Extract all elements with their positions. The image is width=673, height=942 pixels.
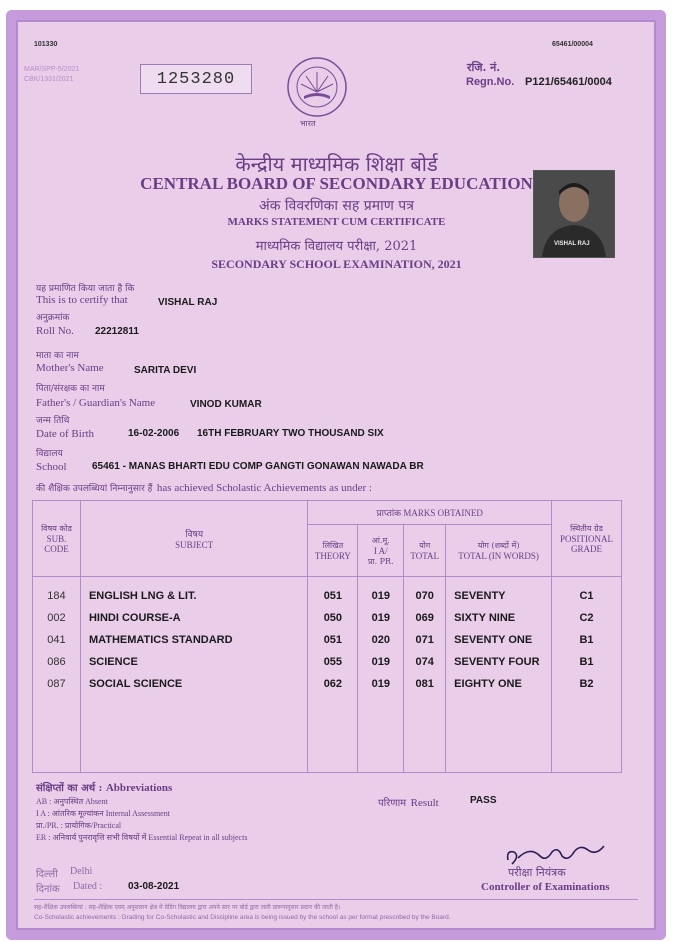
- header-theory: लिखित THEORY: [308, 525, 358, 577]
- right-code: 65461/00004: [552, 41, 593, 48]
- subject-name: HINDI COURSE-A: [80, 607, 307, 629]
- positional-grade: B1: [551, 651, 621, 673]
- total-marks: 069: [404, 607, 446, 629]
- total-marks: 070: [404, 585, 446, 607]
- theory-marks: 062: [308, 673, 358, 695]
- header-total-words: योग (शब्दों में) TOTAL (IN WORDS): [446, 525, 552, 577]
- abbr-line-4: ER : अनिवार्य पुनरावृत्ति सभी विषयों में Essential Repeat in all subjects: [36, 833, 248, 842]
- ia-marks: 020: [358, 629, 404, 651]
- achievement-hi: की शैक्षिक उपलब्धियां निम्नानुसार हैं: [36, 484, 153, 494]
- sub-code: 086: [33, 651, 81, 673]
- school-label-en: School: [36, 461, 67, 473]
- subject-name: ENGLISH LNG & LIT.: [80, 585, 307, 607]
- total-in-words: SIXTY NINE: [446, 607, 552, 629]
- footer-divider: [34, 899, 638, 900]
- certificate-title-en: MARKS STATEMENT CUM CERTIFICATE: [227, 216, 446, 228]
- total-in-words: SEVENTY FOUR: [446, 651, 552, 673]
- total-in-words: SEVENTY: [446, 585, 552, 607]
- father-name: VINOD KUMAR: [190, 399, 262, 410]
- certify-label-en: This is to certify that: [36, 294, 128, 306]
- achievement-line: [36, 478, 372, 496]
- father-label-en: Father's / Guardian's Name: [36, 397, 156, 409]
- subject-name: SCIENCE: [80, 651, 307, 673]
- dated-label-en: Dated :: [73, 881, 103, 892]
- table-row: [33, 607, 622, 629]
- total-marks: 074: [404, 651, 446, 673]
- sub-code: 002: [33, 607, 81, 629]
- father-label-hi: पिता/संरक्षक का नाम: [36, 384, 105, 394]
- dob-value: 16-02-2006: [128, 428, 180, 439]
- subject-name: SOCIAL SCIENCE: [80, 673, 307, 695]
- achievement-en: has achieved Scholastic Achievements as under :: [156, 482, 372, 494]
- ia-marks: 019: [358, 607, 404, 629]
- table-row: [33, 651, 622, 673]
- serial-number: 1253280: [140, 64, 252, 94]
- table-row: [33, 673, 622, 695]
- bottom-note-hi: सह-शैक्षिक उपलब्धियां : सह-शैक्षिक एवम् अनुशासन क्षेत्र में ग्रेडिंग विद्यालय द्वारा अपने स्तर पर बोर्ड द्वारा जारी प्रारूपानुसार प्रदान की जाती है।: [34, 904, 341, 911]
- issue-date: 03-08-2021: [128, 881, 180, 892]
- theory-marks: 051: [308, 585, 358, 607]
- header-subject: विषय SUBJECT: [80, 501, 307, 577]
- small-line-1: MAR/SPP-5/2021: [24, 66, 80, 73]
- result-value: PASS: [470, 795, 497, 806]
- dated-label-hi: दिनांक: [36, 884, 60, 895]
- ia-marks: 019: [358, 651, 404, 673]
- total-marks: 081: [404, 673, 446, 695]
- positional-grade: B1: [551, 629, 621, 651]
- total-in-words: SEVENTY ONE: [446, 629, 552, 651]
- place-label-en: Delhi: [70, 866, 93, 877]
- positional-grade: C2: [551, 607, 621, 629]
- theory-marks: 051: [308, 629, 358, 651]
- dob-label-hi: जन्म तिथि: [36, 416, 70, 426]
- dob-label-en: Date of Birth: [36, 428, 95, 440]
- abbreviations-title: संक्षिप्तों का अर्थ : Abbreviations: [36, 782, 173, 794]
- positional-grade: B2: [551, 673, 621, 695]
- bottom-note-en: Co-Scholastic achievements : Grading for Co-Scholastic and Discipline area is being issued by the school as per format prescribed by the Board.: [34, 914, 451, 921]
- school-label-hi: विद्यालय: [36, 449, 63, 459]
- table-row: [33, 585, 622, 607]
- roll-label-en: Roll No.: [36, 325, 74, 337]
- header-grade: स्थितीय ग्रेड POSITIONAL GRADE: [551, 501, 621, 577]
- mother-label-hi: माता का नाम: [36, 351, 79, 361]
- roll-label-hi: अनुक्रमांक: [36, 313, 70, 323]
- regn-label-en: Regn.No.: [466, 76, 515, 88]
- sub-code: 087: [33, 673, 81, 695]
- mother-name: SARITA DEVI: [134, 365, 197, 376]
- student-name: VISHAL RAJ: [158, 297, 218, 308]
- theory-marks: 055: [308, 651, 358, 673]
- left-code: 101330: [34, 41, 58, 48]
- sub-code: 041: [33, 629, 81, 651]
- marks-table: [32, 500, 622, 773]
- header-ia: आं.मू. I A/ प्रा. PR.: [358, 525, 404, 577]
- exam-title-hi: माध्यमिक विद्यालय परीक्षा, 2021: [255, 239, 418, 254]
- certify-label-hi: यह प्रमाणित किया जाता है कि: [36, 284, 135, 294]
- total-in-words: EIGHTY ONE: [446, 673, 552, 695]
- exam-title-en: SECONDARY SCHOOL EXAMINATION, 2021: [211, 257, 462, 271]
- dob-words: 16TH FEBRUARY TWO THOUSAND SIX: [197, 428, 384, 439]
- total-marks: 071: [404, 629, 446, 651]
- header-code: विषय कोड SUB. CODE: [33, 501, 81, 577]
- certificate-title-hi: अंक विवरणिका सह प्रमाण पत्र: [259, 198, 414, 214]
- board-title-hi: केन्द्रीय माध्यमिक शिक्षा बोर्ड: [235, 152, 438, 176]
- student-photo: [533, 170, 615, 258]
- abbr-line-3: प्रा./PR. : प्रायोगिक/Practical: [36, 821, 122, 830]
- roll-number: 22212811: [95, 326, 139, 337]
- regn-number: P121/65461/0004: [525, 76, 612, 88]
- mother-label-en: Mother's Name: [36, 362, 104, 374]
- small-line-2: CBK/1331/2021: [24, 76, 74, 83]
- abbr-line-2: I A : आंतरिक मूल्यांकन Internal Assessment: [36, 809, 170, 818]
- photo-caption: VISHAL RAJ: [554, 241, 590, 247]
- header-marks-obtained: प्राप्तांक MARKS OBTAINED: [308, 501, 552, 525]
- place-label-hi: दिल्ली: [36, 869, 58, 880]
- emblem-bottom-text: भारत: [300, 119, 316, 128]
- ia-marks: 019: [358, 673, 404, 695]
- regn-label-hi: रजि. नं.: [467, 61, 501, 74]
- header-total: योग TOTAL: [404, 525, 446, 577]
- ia-marks: 019: [358, 585, 404, 607]
- cbse-emblem-icon: [286, 56, 348, 118]
- board-title-en: CENTRAL BOARD OF SECONDARY EDUCATION: [140, 174, 533, 193]
- abbr-line-1: AB : अनुपस्थित Absent: [36, 797, 108, 806]
- theory-marks: 050: [308, 607, 358, 629]
- result-label: परिणाम Result: [378, 797, 439, 809]
- school-name: 65461 - MANAS BHARTI EDU COMP GANGTI GONAWAN NAWADA BR: [92, 461, 424, 472]
- controller-title-hi: परीक्षा नियंत्रक: [508, 866, 566, 879]
- subject-name: MATHEMATICS STANDARD: [80, 629, 307, 651]
- controller-title-en: Controller of Examinations: [481, 881, 610, 893]
- positional-grade: C1: [551, 585, 621, 607]
- sub-code: 184: [33, 585, 81, 607]
- table-row: [33, 629, 622, 651]
